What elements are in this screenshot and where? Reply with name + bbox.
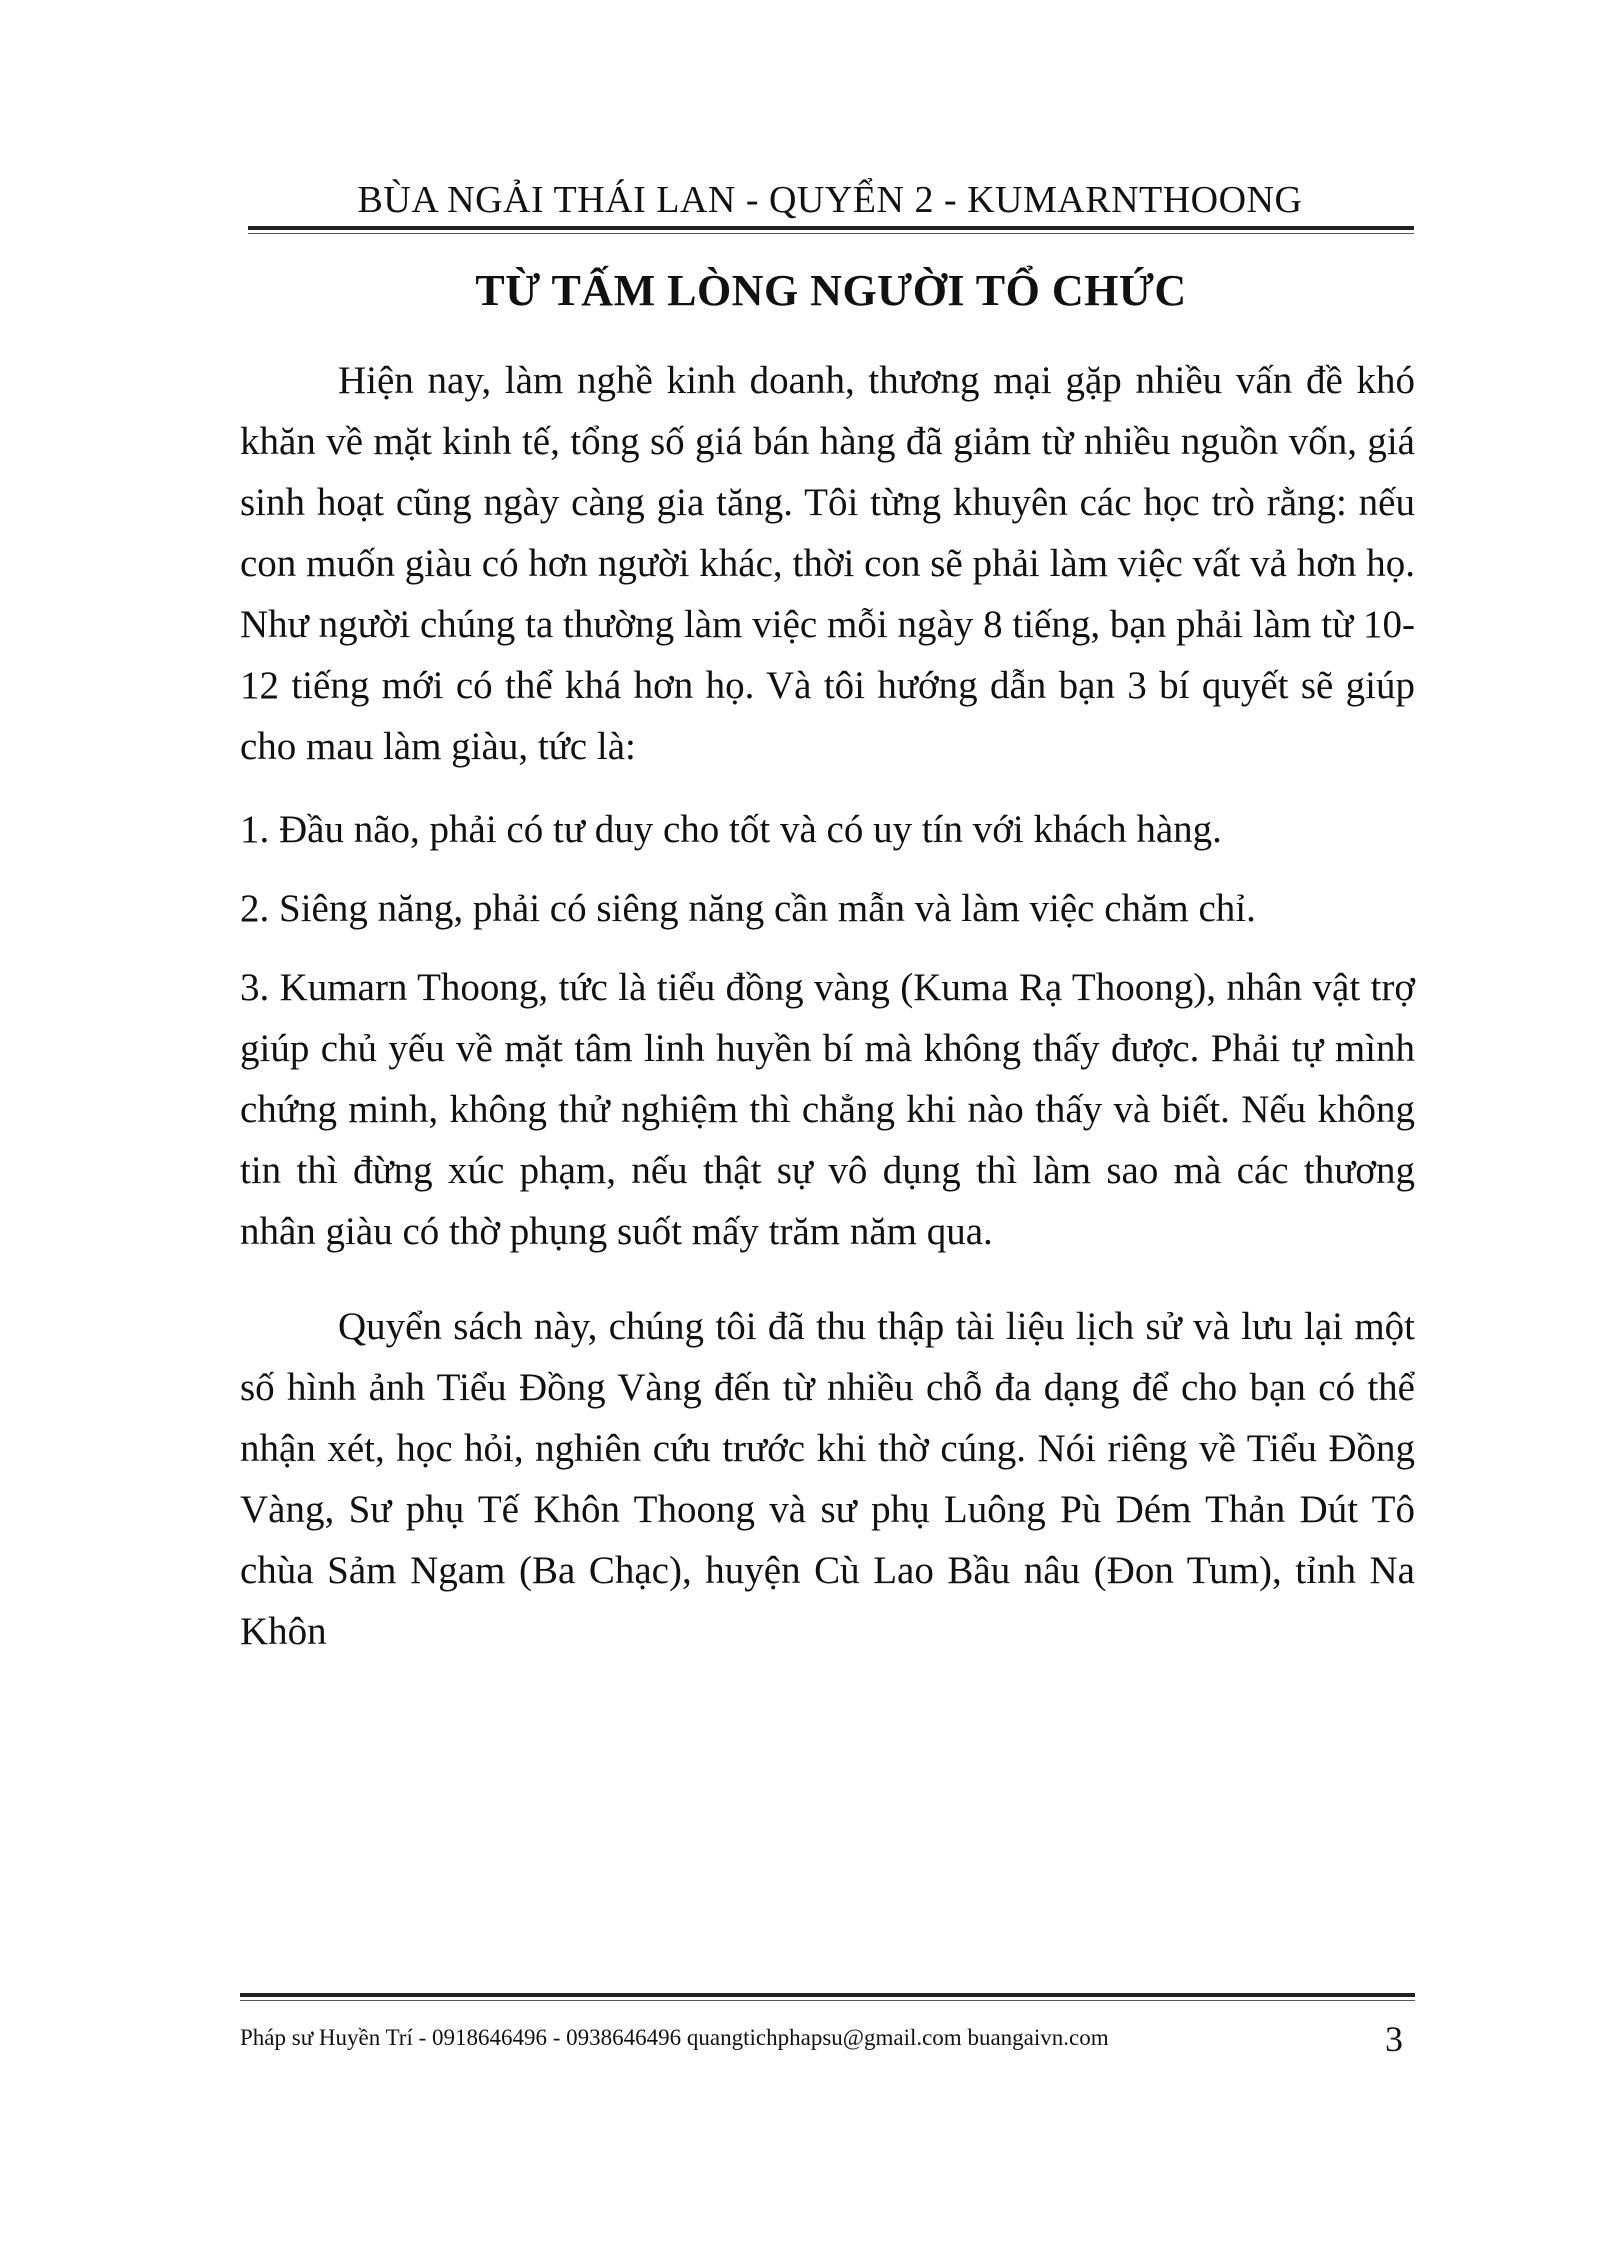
chapter-title: TỪ TẤM LÒNG NGƯỜI TỔ CHỨC: [475, 266, 1187, 315]
list-item-3: 3. Kumarn Thoong, tức là tiểu đồng vàng (Kuma Rạ Thoong), nhân vật trợ giúp chủ yếu về mặt tâm linh huyền bí mà không thấy được. Phải tự mình chứng minh, không thử nghiệm thì chẳng khi nào thấy và biết. Nếu không tin thì đừng xúc phạm, nếu thật sự vô dụng thì làm sao mà các thương nhân giàu có thờ phụng suốt mấy trăm năm qua.: [240, 966, 1415, 1253]
list-item-1: 1. Đầu não, phải có tư duy cho tốt và có uy tín với khách hàng.: [240, 808, 1222, 851]
footer-contact: Pháp sư Huyền Trí - 0918646496 - 0938646496 quangtichphapsu@gmail.com buangaivn.com: [240, 2025, 1109, 2050]
footer-rule: [240, 1993, 1415, 1997]
header-rule-thin: [248, 233, 1414, 234]
header-rule: [248, 226, 1414, 230]
closing-paragraph: Quyển sách này, chúng tôi đã thu thập tài liệu lịch sử và lưu lại một số hình ảnh Tiểu Đồng Vàng đến từ nhiều chỗ đa dạng để cho bạn có thể nhận xét, học hỏi, nghiên cứu trước khi thờ cúng. Nói riêng về Tiểu Đồng Vàng, Sư phụ Tế Khôn Thoong và sư phụ Luông Pù Dém Thản Dút Tô chùa Sảm Ngam (Ba Chạc), huyện Cù Lao Bầu nâu (Đon Tum), tỉnh Na Khôn: [240, 1305, 1415, 1653]
body-text: [240, 350, 1415, 1684]
running-header: BÙA NGẢI THÁI LAN - QUYỂN 2 - KUMARNTHOONG: [357, 179, 1303, 221]
list-item-2: 2. Siêng năng, phải có siêng năng cần mẫn và làm việc chăm chỉ.: [240, 887, 1256, 930]
footer-rule-thin: [240, 2000, 1415, 2001]
intro-paragraph: Hiện nay, làm nghề kinh doanh, thương mại gặp nhiều vấn đề khó khăn về mặt kinh tế, tổng số giá bán hàng đã giảm từ nhiều nguồn vốn, giá sinh hoạt cũng ngày càng gia tăng. Tôi từng khuyên các học trò rằng: nếu con muốn giàu có hơn người khác, thời con sẽ phải làm việc vất vả hơn họ. Như người chúng ta thường làm việc mỗi ngày 8 tiếng, bạn phải làm từ 10-12 tiếng mới có thể khá hơn họ. Và tôi hướng dẫn bạn 3 bí quyết sẽ giúp cho mau làm giàu, tức là:: [240, 359, 1415, 768]
page-number: 3: [1385, 2019, 1403, 2059]
